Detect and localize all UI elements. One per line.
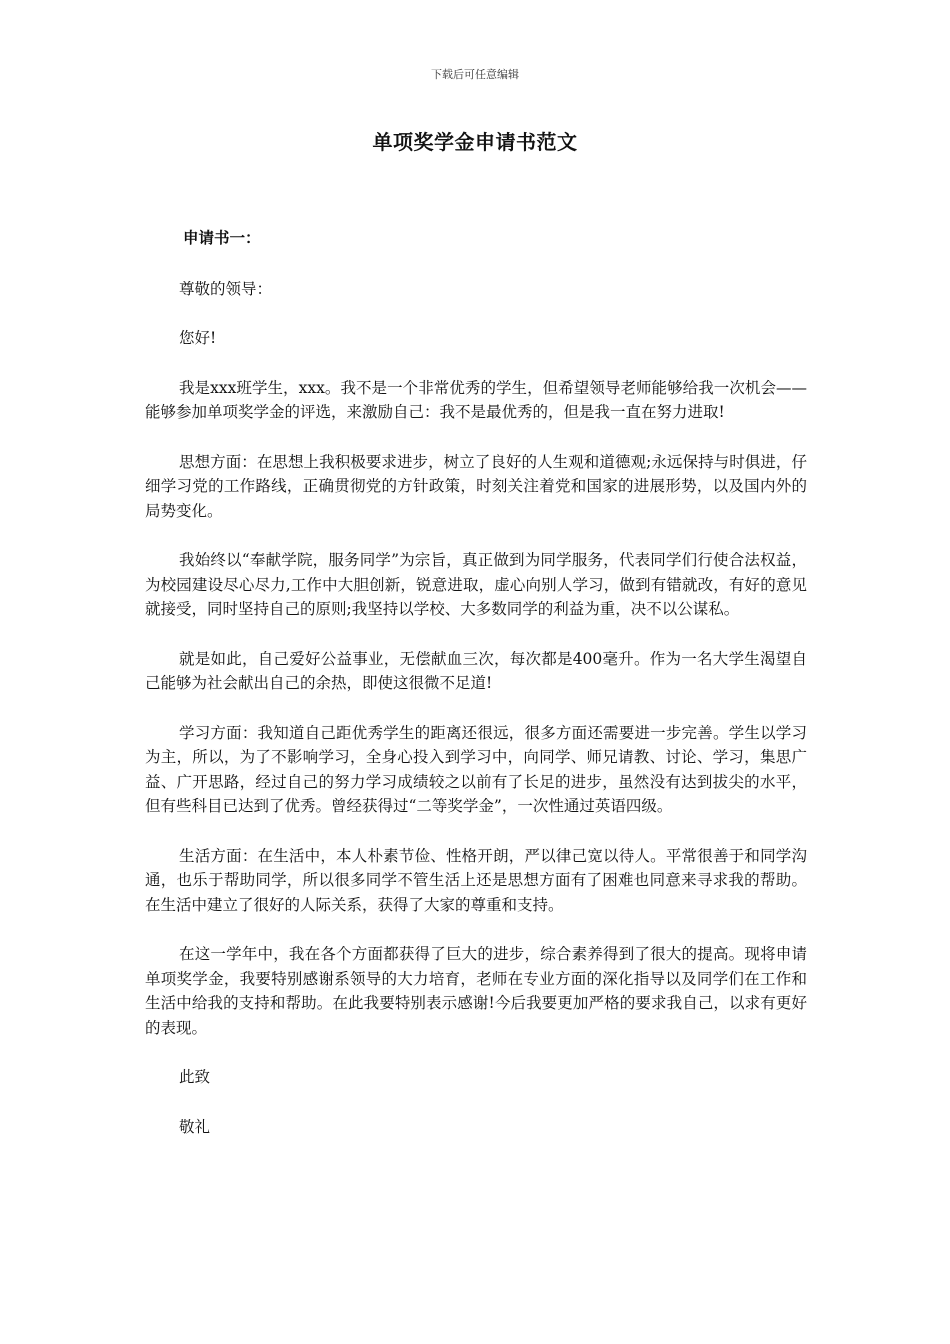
body-paragraph: 在这一学年中，我在各个方面都获得了巨大的进步，综合素养得到了很大的提高。现将申请单项奖学金，我要特别感谢系领导的大力培育，老师在专业方面的深化指导以及同学们在工作和生活中给我的支持和帮助。在此我要特别表示感谢!今后我要更加严格的要求我自己，以求有更好的表现。	[145, 945, 807, 1037]
document-body	[145, 226, 807, 1164]
salutation: 尊敬的领导：	[179, 279, 273, 298]
body-paragraph: 生活方面：在生活中，本人朴素节俭、性格开朗，严以律己宽以待人。平常很善于和同学沟通，也乐于帮助同学，所以很多同学不管生活上还是思想方面有了困难也同意来寻求我的帮助。在生活中建立了很好的人际关系，获得了大家的尊重和支持。	[145, 846, 807, 914]
header-note: 下载后可任意编辑	[431, 68, 519, 81]
greeting: 您好!	[179, 329, 217, 347]
body-paragraph: 我始终以“奉献学院，服务同学”为宗旨，真正做到为同学服务，代表同学们行使合法权益，为校园建设尽心尽力,工作中大胆创新，锐意进取，虚心向别人学习，做到有错就改，有好的意见就接受，同时坚持自己的原则;我坚持以学校、大多数同学的利益为重，决不以公谋私。	[145, 551, 807, 618]
body-paragraph: 学习方面：我知道自己距优秀学生的距离还很远，很多方面还需要进一步完善。学生以学习为主，所以，为了不影响学习，全身心投入到学习中，向同学、师兄请教、讨论、学习，集思广益、广开思路，经过自己的努力学习成绩较之以前有了长足的进步，虽然没有达到拔尖的水平，但有些科目已达到了优秀。曾经获得过“二等奖学金”，一次性通过英语四级。	[145, 723, 807, 815]
body-paragraph: 就是如此，自己爱好公益事业，无偿献血三次，每次都是400毫升。作为一名大学生渴望自己能够为社会献出自己的余热，即使这很微不足道!	[145, 649, 807, 692]
body-paragraph: 思想方面：在思想上我积极要求进步，树立了良好的人生观和道德观;永远保持与时俱进，仔细学习党的工作路线，正确贯彻党的方针政策，时刻关注着党和国家的进展形势，以及国内外的局势变化。	[145, 452, 807, 520]
section-heading: 申请书一：	[183, 228, 261, 247]
closing-line: 敬礼	[179, 1117, 211, 1136]
document-title: 单项奖学金申请书范文	[372, 130, 578, 154]
closing-line: 此致	[179, 1068, 211, 1086]
body-paragraph: 我是xxx班学生，xxx。我不是一个非常优秀的学生，但希望领导老师能够给我一次机会——能够参加单项奖学金的评选，来激励自己：我不是最优秀的，但是我一直在努力进取!	[145, 378, 807, 421]
